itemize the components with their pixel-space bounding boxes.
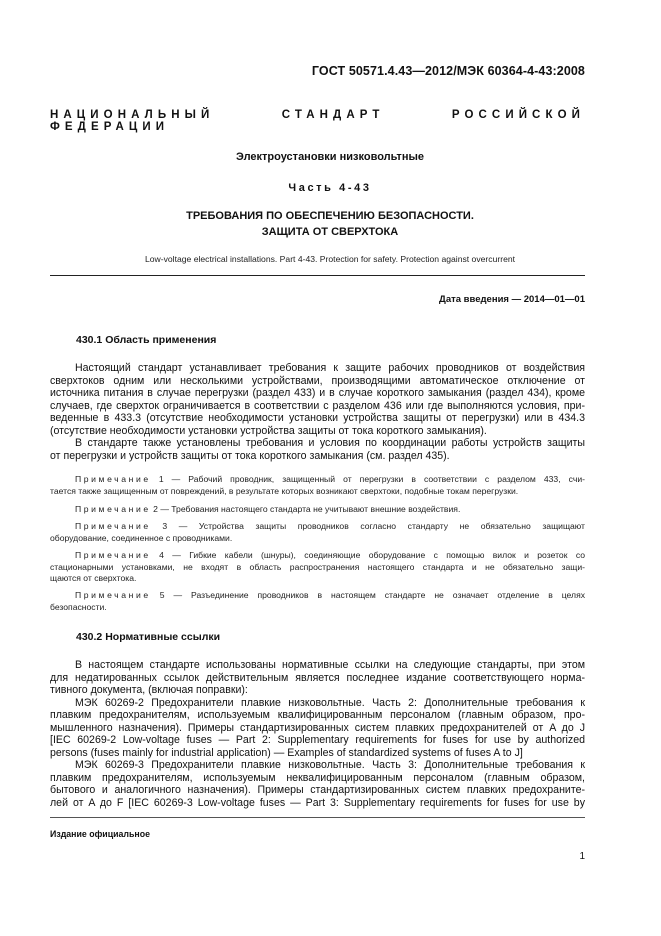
note-1: Примечание 1 — Рабочий проводник, защищенный от перегрузки в соответствии с разделом 433, счи- тается также защищенным от повреждений, в результате которых возникают сверхтоки, подобные токам перегрузки. bbox=[50, 474, 585, 496]
note-4: Примечание 4 — Гибкие кабели (шнуры), соединяющие оборудование с помощью вилок и розеток со стационарными установками, не входят в область распространения настоящего стандарта и не обязательно защи- щаются от сверхтока. bbox=[50, 550, 585, 583]
part-label: Часть 4-43 bbox=[288, 182, 372, 194]
effective-date: Дата введения — 2014—01—01 bbox=[439, 294, 585, 305]
main-title-line-2: ЗАЩИТА ОТ СВЕРХТОКА bbox=[261, 226, 399, 238]
main-title bbox=[60, 208, 600, 240]
footer-divider bbox=[50, 817, 585, 818]
title-line: Электроустановки низковольтные bbox=[236, 151, 424, 163]
note-2: Примечание 2 — Требования настоящего стандарта не учитывают внешние воздействия. bbox=[75, 504, 461, 514]
paragraph-scope: Настоящий стандарт устанавливает требования к защите рабочих проводников от воздействия сверхтоков одним или несколькими устройствами, производящими автоматическое отключение от источника питания в случае перегрузки (раздел 433) и в случае короткого замыкания (раздел 434), кроме случаев, где сверхток ограничивается в соответствии с разделом 436 или где выполняются условия, при- веденные в 433.3 (отсутствие необходимости установки устройства защиты от перегрузки) или в 434.3 (отсутствие необходимости установки устройства защиты от тока короткого замыкания). В стандарте также установлены требования и условия по координации работы устройств защиты от перегрузки и устройств защиты от тока короткого замыкания (см. раздел 435). bbox=[50, 362, 585, 462]
main-title-line-1: ТРЕБОВАНИЯ ПО ОБЕСПЕЧЕНИЮ БЕЗОПАСНОСТИ. bbox=[186, 210, 474, 222]
page-number: 1 bbox=[579, 851, 585, 862]
section-heading-430-1: 430.1 Область применения bbox=[76, 334, 217, 346]
official-edition-label: Издание официальное bbox=[50, 829, 150, 839]
paragraph-references: В настоящем стандарте использованы нормативные ссылки на следующие стандарты, при этом для недатированных ссылок действительным является последнее издание соответствующего норма- тивного документа, (включая поправки): МЭК 60269-2 Предохранители плавкие низковольтные. Часть 2: Дополнительные требования к плавким предохранителям, используемым квалифицированным персоналом (главным образом, про- мышленного назначения). Примеры стандартизированных систем плавких предохранителей от A до J [IEC 60269-2 Low-voltage fuses — Part 2: Supplementary requirements for fuses for use by authorized persons (fuses mainly for industrial application) — Examples of standardized systems of fuses A to J] МЭК 60269-3 Предохранители плавкие низковольтные. Часть 3: Дополнительные требования к плавким предохранителям, используемым неквалифицированным персоналом (главным образом, бытового и аналогичного назначения). Примеры стандартизированных систем плавких предохраните- лей от A до F [IEC 60269-3 Low-voltage fuses — Part 3: Supplementary requirements for fuses for use by bbox=[50, 659, 585, 809]
english-title: Low-voltage electrical installations. Part 4-43. Protection for safety. Protection against overcurrent bbox=[144, 254, 516, 264]
standard-code: ГОСТ 50571.4.43—2012/МЭК 60364-4-43:2008 bbox=[311, 64, 585, 78]
national-standard-banner: НАЦИОНАЛЬНЫЙ СТАНДАРТ РОССИЙСКОЙ ФЕДЕРАЦИИ bbox=[50, 109, 585, 133]
note-3: Примечание 3 — Устройства защиты проводников согласно стандарту не обязательно защищают оборудование, соединенное с проводниками. bbox=[50, 521, 585, 543]
title-divider bbox=[50, 275, 585, 276]
section-heading-430-2: 430.2 Нормативные ссылки bbox=[76, 631, 221, 643]
part-number bbox=[60, 182, 600, 194]
note-5: Примечание 5 — Разъединение проводников в настоящем стандарте не означает отделение в целях безопасности. bbox=[50, 590, 586, 612]
